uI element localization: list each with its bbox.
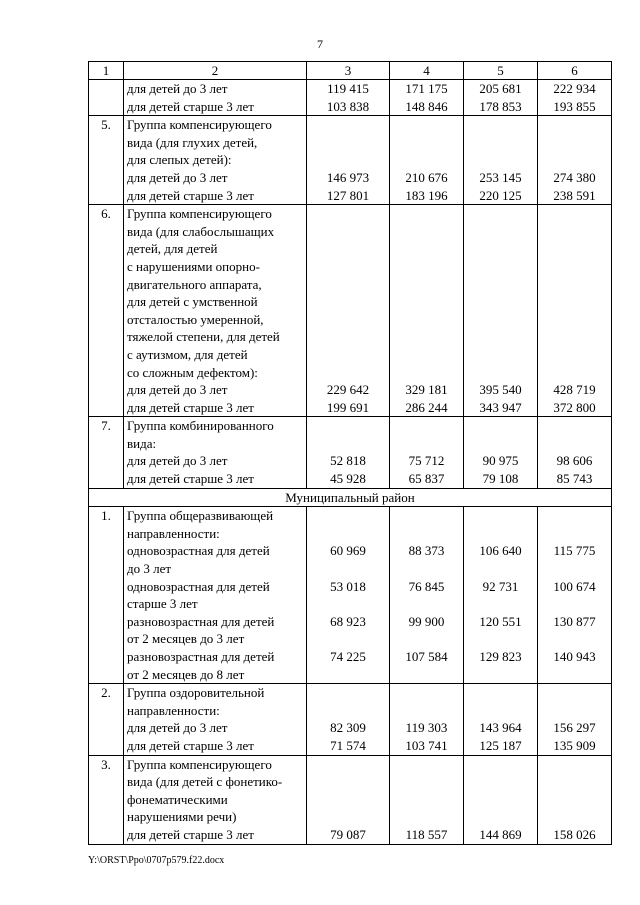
value: 98 606 (556, 453, 593, 469)
table-row (89, 507, 612, 684)
blank-line (393, 507, 460, 525)
description-line: фонематическими (127, 791, 228, 807)
description-line: с нарушениями опорно- (127, 258, 260, 274)
blank-line (467, 346, 534, 364)
blank-line (310, 808, 386, 826)
value-cell (390, 116, 464, 205)
description-line: Группа компенсирующего (127, 756, 272, 772)
blank-line (541, 507, 608, 525)
blank-line (310, 346, 386, 364)
blank-line (393, 595, 460, 613)
value: 107 584 (405, 649, 448, 664)
blank-line (393, 116, 460, 134)
description-line: от 2 месяцев до 3 лет (127, 631, 245, 647)
blank-line (467, 773, 534, 791)
value: 129 823 (479, 649, 522, 664)
value: 106 640 (479, 543, 522, 559)
row-number: 7. (89, 417, 124, 488)
blank-line (310, 756, 386, 774)
blank-line (541, 595, 608, 613)
value: 68 923 (330, 613, 366, 629)
blank-line (393, 756, 460, 774)
section-title: Муниципальный район (89, 488, 612, 507)
blank-line (393, 630, 460, 648)
value-cell (307, 755, 390, 844)
row-number: 6. (89, 205, 124, 417)
value-cell (538, 684, 612, 755)
description-line: вида (для слабослышащих (127, 223, 275, 239)
blank-line (467, 293, 534, 311)
description-line: двигательного аппарата, (127, 276, 262, 292)
value: 60 969 (330, 543, 366, 559)
blank-line (310, 276, 386, 294)
value: 85 743 (556, 471, 593, 487)
blank-line (310, 560, 386, 578)
group-description (124, 205, 307, 417)
value-cell (307, 417, 390, 488)
blank-line (541, 684, 608, 702)
blank-line (541, 417, 608, 435)
column-header: 6 (538, 62, 612, 80)
blank-line (467, 116, 534, 134)
description-line: Группа комбинированного (127, 418, 274, 434)
blank-line (467, 205, 534, 223)
blank-line (541, 791, 608, 809)
blank-line (467, 276, 534, 294)
blank-line (467, 630, 534, 648)
blank-line (393, 791, 460, 809)
description-line: для детей до 3 лет (127, 382, 228, 398)
blank-line (467, 151, 534, 169)
value: 148 846 (405, 98, 448, 114)
group-description (124, 507, 307, 684)
description-line: отсталостью умеренной, (127, 311, 264, 327)
blank-line (310, 258, 386, 276)
value: 130 877 (553, 613, 596, 629)
blank-line (310, 684, 386, 702)
blank-line (393, 773, 460, 791)
table-header-row (89, 62, 612, 80)
blank-line (393, 240, 460, 258)
value-cell (390, 507, 464, 684)
blank-line (541, 293, 608, 311)
blank-line (310, 134, 386, 152)
page-number: 7 (317, 37, 323, 51)
blank-line (541, 756, 608, 774)
blank-line (393, 205, 460, 223)
blank-line (541, 258, 608, 276)
description-line: тяжелой степени, для детей (127, 329, 280, 345)
blank-line (541, 223, 608, 241)
table-row (89, 116, 612, 205)
blank-line (541, 116, 608, 134)
value: 274 380 (553, 169, 596, 185)
blank-line (467, 756, 534, 774)
blank-line (541, 364, 608, 382)
value: 76 845 (408, 578, 445, 594)
blank-line (541, 134, 608, 152)
table-row (89, 417, 612, 488)
blank-line (541, 808, 608, 826)
group-description (124, 417, 307, 488)
blank-line (467, 560, 534, 578)
description-line: старше 3 лет (127, 596, 198, 612)
value-cell (307, 116, 390, 205)
blank-line (541, 240, 608, 258)
value: 286 244 (405, 399, 448, 415)
value: 100 674 (553, 578, 596, 594)
blank-line (310, 773, 386, 791)
blank-line (393, 364, 460, 382)
blank-line (393, 276, 460, 294)
blank-line (467, 435, 534, 453)
description-line: Группа компенсирующего (127, 206, 272, 222)
value: 45 928 (330, 471, 366, 487)
description-line: для детей старше 3 лет (127, 187, 254, 203)
blank-line (541, 328, 608, 346)
value: 205 681 (479, 81, 522, 96)
value-cell (307, 684, 390, 755)
description-line: для детей до 3 лет (127, 453, 228, 469)
blank-line (467, 364, 534, 382)
value-cell (538, 80, 612, 116)
blank-line (310, 507, 386, 525)
blank-line (310, 205, 386, 223)
column-header: 5 (464, 62, 538, 80)
blank-line (310, 702, 386, 720)
description-line: до 3 лет (127, 561, 172, 577)
blank-line (393, 328, 460, 346)
description-line: для детей старше 3 лет (127, 471, 254, 487)
blank-line (393, 435, 460, 453)
row-number: 1. (89, 507, 124, 684)
value: 156 297 (553, 720, 596, 736)
value-cell (390, 755, 464, 844)
value: 253 145 (479, 169, 522, 185)
blank-line (541, 630, 608, 648)
value-cell (307, 507, 390, 684)
description-line: разновозрастная для детей (127, 613, 275, 629)
description-line: с аутизмом, для детей (127, 346, 248, 362)
value-cell (464, 417, 538, 488)
tariff-table (88, 61, 612, 845)
value: 120 551 (479, 613, 522, 629)
blank-line (393, 346, 460, 364)
column-header: 2 (124, 62, 307, 80)
value-cell (538, 205, 612, 417)
blank-line (467, 507, 534, 525)
group-description (124, 755, 307, 844)
blank-line (467, 134, 534, 152)
value: 193 855 (553, 98, 596, 114)
value: 158 026 (553, 826, 596, 842)
value: 79 087 (330, 826, 366, 842)
blank-line (393, 134, 460, 152)
description-line: одновозрастная для детей (127, 543, 270, 559)
group-description (124, 116, 307, 205)
blank-line (393, 666, 460, 684)
value: 71 574 (330, 737, 366, 753)
blank-line (393, 293, 460, 311)
blank-line (541, 205, 608, 223)
blank-line (393, 417, 460, 435)
description-line: со сложным дефектом): (127, 364, 258, 380)
value-cell (464, 80, 538, 116)
blank-line (541, 151, 608, 169)
value: 118 557 (405, 826, 448, 842)
blank-line (467, 666, 534, 684)
value-cell (464, 116, 538, 205)
blank-line (467, 240, 534, 258)
value-cell (464, 755, 538, 844)
table-row (89, 684, 612, 755)
group-description (124, 684, 307, 755)
value: 140 943 (553, 649, 596, 664)
description-line: от 2 месяцев до 8 лет (127, 666, 245, 682)
value: 199 691 (326, 399, 370, 415)
column-header: 3 (307, 62, 390, 80)
row-number: 3. (89, 755, 124, 844)
blank-line (310, 223, 386, 241)
value: 178 853 (479, 98, 522, 114)
blank-line (467, 223, 534, 241)
value-cell (390, 684, 464, 755)
blank-line (467, 791, 534, 809)
column-header: 4 (390, 62, 464, 80)
description-line: Группа компенсирующего (127, 117, 272, 133)
value: 75 712 (408, 453, 445, 469)
blank-line (467, 808, 534, 826)
description-line: для детей старше 3 лет (127, 826, 254, 842)
row-number (89, 80, 124, 116)
blank-line (393, 702, 460, 720)
blank-line (467, 702, 534, 720)
value: 79 108 (482, 471, 519, 487)
blank-line (310, 311, 386, 329)
value: 329 181 (405, 382, 448, 398)
description-line: вида (для детей с фонетико- (127, 774, 283, 790)
blank-line (467, 417, 534, 435)
column-header: 1 (89, 62, 124, 80)
value: 119 415 (327, 81, 369, 96)
value-cell (307, 205, 390, 417)
value-cell (538, 755, 612, 844)
blank-line (310, 328, 386, 346)
blank-line (541, 773, 608, 791)
value: 135 909 (553, 737, 596, 753)
value: 103 741 (405, 737, 448, 753)
value: 428 719 (553, 382, 596, 398)
blank-line (393, 223, 460, 241)
value: 115 775 (553, 543, 596, 559)
value-cell (538, 507, 612, 684)
description-line: для детей до 3 лет (127, 720, 228, 736)
group-description (124, 80, 307, 116)
value: 90 975 (482, 453, 519, 469)
description-line: для детей до 3 лет (127, 169, 228, 185)
description-line: одновозрастная для детей (127, 578, 270, 594)
table-row (89, 755, 612, 844)
description-line: детей, для детей (127, 241, 218, 257)
description-line: направленности: (127, 525, 220, 541)
value: 125 187 (479, 737, 522, 753)
blank-line (541, 435, 608, 453)
blank-line (310, 595, 386, 613)
description-line: для детей старше 3 лет (127, 98, 254, 114)
value-cell (464, 507, 538, 684)
value: 229 642 (326, 382, 370, 398)
value: 52 818 (330, 453, 366, 469)
blank-line (541, 525, 608, 543)
value: 220 125 (479, 187, 522, 203)
value: 103 838 (326, 98, 370, 114)
description-line: вида (для глухих детей, (127, 134, 258, 150)
value-cell (464, 684, 538, 755)
blank-line (467, 684, 534, 702)
blank-line (393, 151, 460, 169)
blank-line (310, 630, 386, 648)
description-line: разновозрастная для детей (127, 649, 275, 664)
value: 127 801 (326, 187, 370, 203)
value: 210 676 (405, 169, 448, 185)
value-cell (464, 205, 538, 417)
description-line: Группа общеразвивающей (127, 508, 274, 524)
blank-line (467, 595, 534, 613)
description-line: для детей до 3 лет (127, 81, 228, 96)
description-line: направленности: (127, 702, 220, 718)
blank-line (310, 364, 386, 382)
value: 65 837 (408, 471, 445, 487)
blank-line (541, 276, 608, 294)
blank-line (393, 560, 460, 578)
blank-line (541, 346, 608, 364)
value-cell (390, 417, 464, 488)
blank-line (541, 311, 608, 329)
blank-line (467, 328, 534, 346)
value: 238 591 (553, 187, 596, 203)
blank-line (393, 311, 460, 329)
blank-line (310, 116, 386, 134)
value: 343 947 (479, 399, 522, 415)
row-number: 2. (89, 684, 124, 755)
value-cell (390, 80, 464, 116)
blank-line (393, 684, 460, 702)
value-cell (390, 205, 464, 417)
value: 183 196 (405, 187, 448, 203)
section-row (89, 488, 612, 507)
value: 395 540 (479, 382, 522, 398)
table-row (89, 80, 612, 116)
blank-line (393, 525, 460, 543)
blank-line (310, 666, 386, 684)
description-line: нарушениями речи) (127, 809, 237, 825)
row-number: 5. (89, 116, 124, 205)
blank-line (467, 311, 534, 329)
value-cell (538, 116, 612, 205)
value: 82 309 (330, 720, 366, 736)
value: 88 373 (408, 543, 445, 559)
value: 171 175 (405, 81, 448, 96)
value: 53 018 (330, 578, 366, 594)
description-line: вида: (127, 435, 157, 451)
blank-line (310, 791, 386, 809)
value-cell (307, 80, 390, 116)
blank-line (310, 293, 386, 311)
blank-line (467, 525, 534, 543)
value-cell (538, 417, 612, 488)
value: 372 800 (553, 399, 596, 415)
value: 222 934 (553, 81, 596, 96)
blank-line (310, 240, 386, 258)
blank-line (541, 702, 608, 720)
description-line: для детей старше 3 лет (127, 737, 254, 753)
value: 92 731 (482, 578, 519, 594)
file-path-footer: Y:\ORST\Ppo\0707p579.f22.docx (88, 855, 225, 866)
blank-line (310, 417, 386, 435)
description-line: для слепых детей): (127, 152, 232, 168)
blank-line (467, 258, 534, 276)
blank-line (541, 560, 608, 578)
blank-line (541, 666, 608, 684)
value: 143 964 (479, 720, 522, 736)
blank-line (393, 808, 460, 826)
description-line: Группа оздоровительной (127, 685, 265, 701)
value: 144 869 (479, 826, 522, 842)
value: 74 225 (330, 649, 366, 664)
blank-line (393, 258, 460, 276)
value: 99 900 (408, 613, 445, 629)
description-line: для детей старше 3 лет (127, 399, 254, 415)
table-row (89, 205, 612, 417)
blank-line (310, 525, 386, 543)
blank-line (310, 151, 386, 169)
description-line: для детей с умственной (127, 294, 258, 310)
value: 146 973 (326, 169, 370, 185)
blank-line (310, 435, 386, 453)
value: 119 303 (405, 720, 448, 736)
